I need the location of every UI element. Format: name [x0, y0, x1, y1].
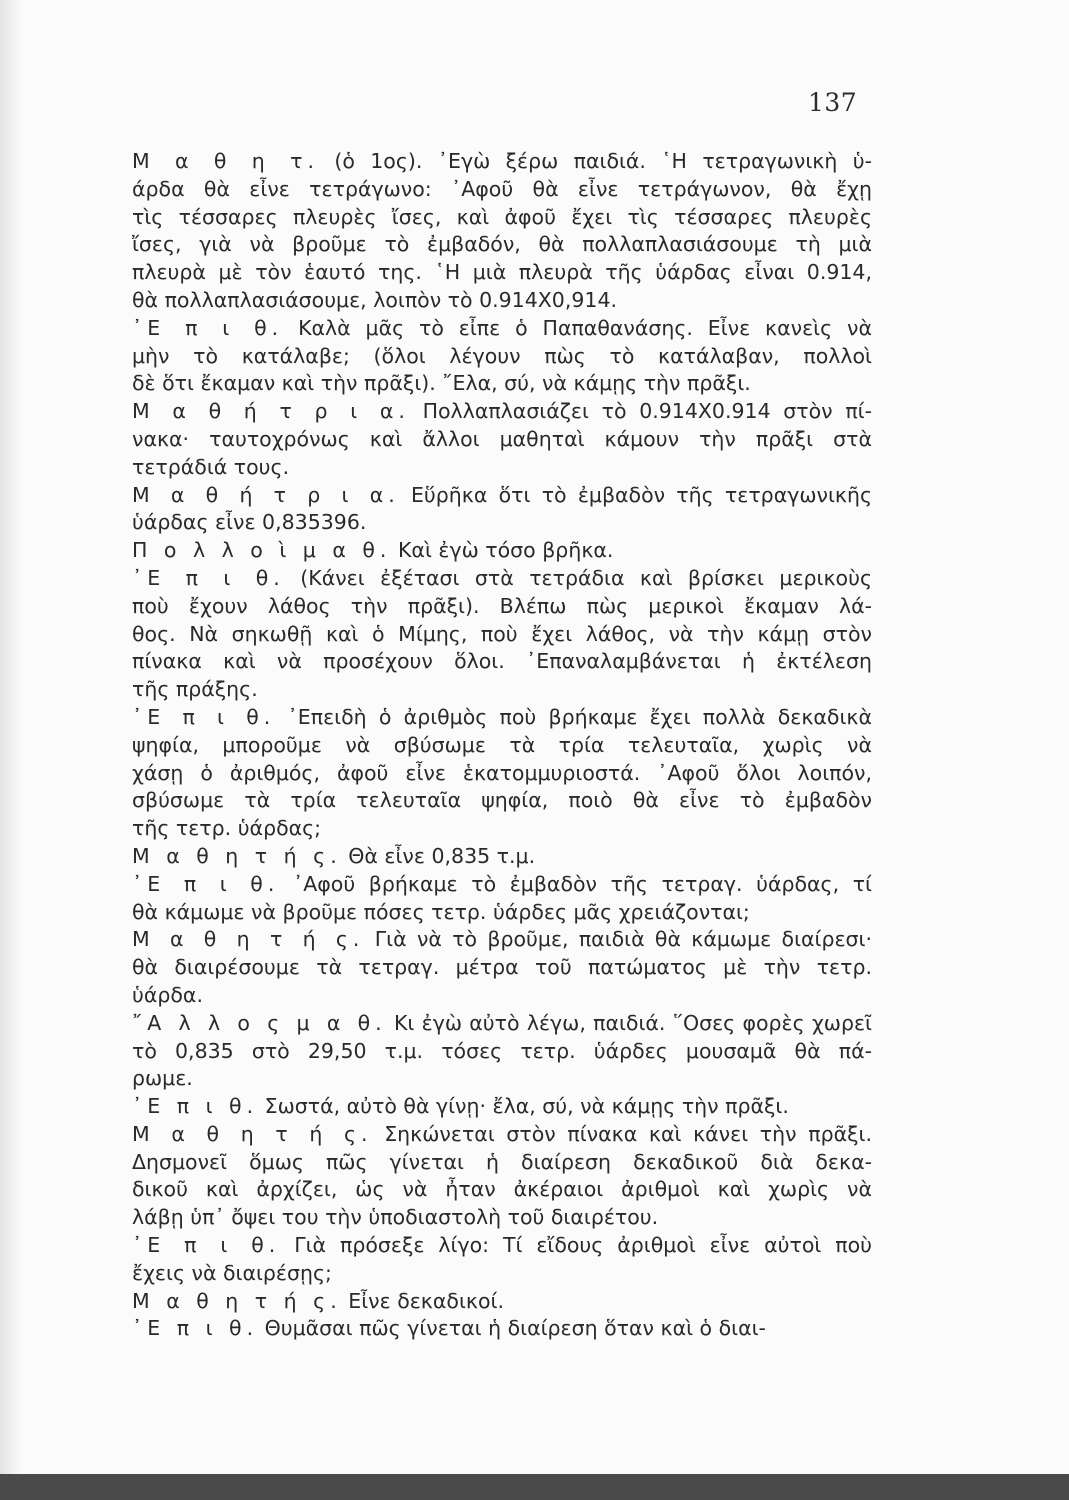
line-text: (Κάνει ἐξέτασι στὰ τετράδια καὶ βρίσκει μερικοὺς: [300, 565, 872, 590]
line-text: ᾿Αφοῦ βρήκαμε τὸ ἐμβαδὸν τῆς τετραγ. ὑάρδας, τί: [293, 871, 872, 896]
text-line: [132, 704, 872, 732]
line-text: τῆς πράξης.: [132, 677, 258, 702]
dialogue-paragraph: [132, 398, 872, 481]
text-line: [132, 621, 872, 649]
text-line: [132, 176, 872, 204]
line-text: (ὁ 1ος). ᾿Εγὼ ξέρω παιδιά. ῾Η τετραγωνικὴ ὑ-: [334, 149, 872, 173]
text-line: [132, 1288, 872, 1316]
text-line: [132, 871, 872, 899]
text-line: [132, 732, 872, 760]
text-line: [132, 1315, 872, 1343]
line-text: ἔχεις νὰ διαιρέσῃς;: [132, 1260, 332, 1285]
dialogue-paragraph: [132, 1093, 872, 1121]
line-text: Καὶ ἐγὼ τόσο βρῆκα.: [397, 538, 614, 563]
line-text: μὴν τὸ κατάλαβε; (ὅλοι λέγουν πὼς τὸ κατάλαβαν, πολλοὶ: [132, 343, 872, 368]
speaker-label: Μ α θ η τ.: [132, 149, 320, 173]
line-text: Καλὰ μᾶς τὸ εἶπε ὁ Παπαθανάσης. Εἶνε κανεὶς νὰ: [298, 315, 872, 340]
speaker-label: Μ α θ ή τ ρ ι α.: [132, 399, 410, 424]
text-line: [132, 1010, 872, 1038]
text-line: [132, 370, 872, 398]
line-text: Θὰ εἶνε 0,835 τ.μ.: [348, 843, 536, 868]
line-text: Κι ἐγὼ αὐτὸ λέγω, παιδιά. ῞Οσες φορὲς χωρεῖ: [393, 1010, 872, 1035]
line-text: τὸ 0,835 στὸ 29,50 τ.μ. τόσες τετρ. ὑάρδες μουσαμᾶ θὰ πά-: [132, 1038, 872, 1063]
line-text: ποὺ ἔχουν λάθος τὴν πρᾶξι). Βλέπω πὼς μερικοὶ ἔκαμαν λά-: [132, 593, 872, 618]
line-text: πίνακα καὶ νὰ προσέχουν ὅλοι. ᾿Επαναλαμβάνεται ἡ ἐκτέλεση: [132, 649, 872, 674]
text-line: [132, 1149, 872, 1177]
dialogue-paragraph: [132, 1232, 872, 1288]
line-text: τῆς τετρ. ὑάρδας;: [132, 816, 322, 841]
dialogue-paragraph: [132, 565, 872, 704]
dialogue-paragraph: [132, 148, 872, 315]
dialogue-paragraph: [132, 315, 872, 398]
text-line: [132, 1121, 872, 1149]
line-text: θὰ κάμωμε νὰ βροῦμε πόσες τετρ. ὑάρδες μᾶς χρειάζονται;: [132, 899, 750, 924]
speaker-label: ᾿Ε π ι θ.: [132, 1094, 259, 1119]
text-line: [132, 1204, 872, 1232]
line-text: ὑάρδας εἶνε 0,835396.: [132, 510, 367, 535]
dialogue-paragraph: [132, 704, 872, 843]
line-text: Γιὰ νὰ τὸ βροῦμε, παιδιὰ θὰ κάμωμε διαίρεσι·: [374, 927, 872, 952]
line-text: θος. Νὰ σηκωθῇ καὶ ὁ Μίμης, ποὺ ἔχει λάθος, νὰ τὴν κάμῃ στὸν: [132, 621, 872, 646]
speaker-label: Μ α θ η τ ή ς.: [132, 1121, 373, 1146]
text-line: [132, 787, 872, 815]
line-text: νακα· ταυτοχρόνως καὶ ἄλλοι μαθηταὶ κάμουν τὴν πρᾶξι στὰ: [132, 426, 872, 451]
text-line: [132, 426, 872, 454]
line-text: δὲ ὅτι ἔκαμαν καὶ τὴν πρᾶξι). ῎Ελα, σύ, νὰ κάμῃς τὴν πρᾶξι.: [132, 371, 751, 396]
dialogue-paragraph: [132, 482, 872, 538]
text-line: [132, 1065, 872, 1093]
text-line: [132, 1260, 872, 1288]
speaker-label: ᾿Ε π ι θ.: [132, 871, 280, 896]
speaker-label: ᾿Ε π ι θ.: [132, 704, 276, 729]
speaker-label: ᾿Ε π ι θ.: [132, 565, 285, 590]
text-line: [132, 315, 872, 343]
text-line: [132, 1038, 872, 1066]
line-text: ὑάρδα.: [132, 982, 203, 1007]
line-text: ἴσες, γιὰ νὰ βροῦμε τὸ ἐμβαδόν, θὰ πολλαπλασιάσουμε τὴ μιὰ: [132, 232, 872, 257]
dialogue-paragraph: [132, 843, 872, 871]
line-text: πλευρὰ μὲ τὸν ἑαυτό της. ῾Η μιὰ πλευρὰ τῆς ὑάρδας εἶναι 0.914,: [132, 260, 872, 285]
text-line: [132, 593, 872, 621]
scan-shadow: [0, 0, 22, 1500]
line-text: χάσῃ ὁ ἀριθμός, ἀφοῦ εἶνε ἑκατομμυριοστά. ᾿Αφοῦ ὅλοι λοιπόν,: [132, 760, 872, 785]
line-text: τετράδιά τους.: [132, 454, 290, 479]
dialogue-paragraph: [132, 871, 872, 927]
dialogue-paragraph: [132, 1121, 872, 1232]
line-text: σβύσωμε τὰ τρία τελευταῖα ψηφία, ποιὸ θὰ εἶνε τὸ ἐμβαδὸν: [132, 788, 872, 813]
dialogue-paragraph: [132, 1010, 872, 1093]
line-text: Θυμᾶσαι πῶς γίνεται ἡ διαίρεση ὅταν καὶ ὁ διαι-: [264, 1316, 766, 1341]
text-line: [132, 954, 872, 982]
text-line: [132, 1232, 872, 1260]
line-text: Εὕρῆκα ὅτι τὸ ἐμβαδὸν τῆς τετραγωνικῆς: [410, 482, 872, 507]
line-text: θὰ πολλαπλασιάσουμε, λοιπὸν τὸ 0.914Χ0,914.: [132, 287, 618, 312]
text-line: [132, 899, 872, 927]
text-line: [132, 537, 872, 565]
line-text: ρωμε.: [132, 1066, 193, 1091]
text-line: [132, 1176, 872, 1204]
line-text: Σηκώνεται στὸν πίνακα καὶ κάνει τὴν πρᾶξι.: [384, 1121, 872, 1146]
speaker-label: Π ο λ λ ο ὶ μ α θ.: [132, 538, 392, 563]
text-line: [132, 259, 872, 287]
scan-bottom-edge: [0, 1474, 1069, 1500]
text-line: [132, 204, 872, 232]
line-text: Πολλαπλασιάζει τὸ 0.914Χ0.914 στὸν πί-: [422, 399, 872, 424]
dialogue-paragraph: [132, 1315, 872, 1343]
speaker-label: ᾿Ε π ι θ.: [132, 315, 284, 340]
line-text: ψηφία, μποροῦμε νὰ σβύσωμε τὰ τρία τελευταῖα, χωρὶς νὰ: [132, 732, 872, 757]
line-text: δικοῦ καὶ ἀρχίζει, ὡς νὰ ἦταν ἀκέραιοι ἀριθμοὶ καὶ χωρὶς νὰ: [132, 1177, 872, 1202]
text-line: [132, 454, 872, 482]
text-line: [132, 760, 872, 788]
speaker-label: Μ α θ η τ ή ς.: [132, 927, 365, 952]
line-text: ᾿Επειδὴ ὁ ἀριθμὸς ποὺ βρήκαμε ἔχει πολλὰ δεκαδικὰ: [287, 704, 872, 729]
text-line: [132, 815, 872, 843]
dialogue-paragraph: [132, 537, 872, 565]
dialogue-text: [132, 148, 872, 1343]
line-text: Σωστά, αὐτὸ θὰ γίνῃ· ἔλα, σύ, νὰ κάμῃς τὴν πρᾶξι.: [264, 1094, 789, 1119]
text-line: [132, 287, 872, 315]
text-line: [132, 926, 872, 954]
text-line: [132, 343, 872, 371]
speaker-label: ῎Α λ λ ο ς μ α θ.: [132, 1010, 387, 1035]
speaker-label: ᾿Ε π ι θ.: [132, 1233, 281, 1258]
speaker-label: Μ α θ η τ ή ς.: [132, 1288, 342, 1313]
speaker-label: Μ α θ η τ ή ς.: [132, 843, 342, 868]
text-line: [132, 231, 872, 259]
dialogue-paragraph: [132, 1288, 872, 1316]
text-line: [132, 648, 872, 676]
line-text: λάβῃ ὑπ᾿ ὄψει του τὴν ὑποδιαστολὴ τοῦ διαιρέτου.: [132, 1205, 659, 1230]
speaker-label: ᾿Ε π ι θ.: [132, 1316, 259, 1341]
line-text: τὶς τέσσαρες πλευρὲς ἴσες, καὶ ἀφοῦ ἔχει τὶς τέσσαρες πλευρὲς: [132, 204, 872, 229]
text-line: [132, 565, 872, 593]
line-text: Δησμονεῖ ὅμως πῶς γίνεται ἡ διαίρεση δεκαδικοῦ διὰ δεκα-: [132, 1149, 872, 1174]
page-number: 137: [808, 88, 858, 117]
line-text: άρδα θὰ εἶνε τετράγωνο: ᾿Αφοῦ θὰ εἶνε τετράγωνον, θὰ ἔχῃ: [132, 176, 872, 201]
text-line: [132, 676, 872, 704]
text-line: [132, 482, 872, 510]
line-text: θὰ διαιρέσουμε τὰ τετραγ. μέτρα τοῦ πατώματος μὲ τὴν τετρ.: [132, 955, 872, 980]
speaker-label: Μ α θ ή τ ρ ι α.: [132, 482, 400, 507]
dialogue-paragraph: [132, 926, 872, 1009]
text-line: [132, 843, 872, 871]
line-text: Εἶνε δεκαδικοί.: [348, 1288, 504, 1313]
text-line: [132, 1093, 872, 1121]
line-text: Γιὰ πρόσεξε λίγο: Τί εἴδους ἀριθμοὶ εἶνε αὐτοὶ ποὺ: [294, 1233, 872, 1258]
text-line: [132, 982, 872, 1010]
text-line: [132, 398, 872, 426]
text-line: [132, 148, 872, 176]
text-line: [132, 509, 872, 537]
